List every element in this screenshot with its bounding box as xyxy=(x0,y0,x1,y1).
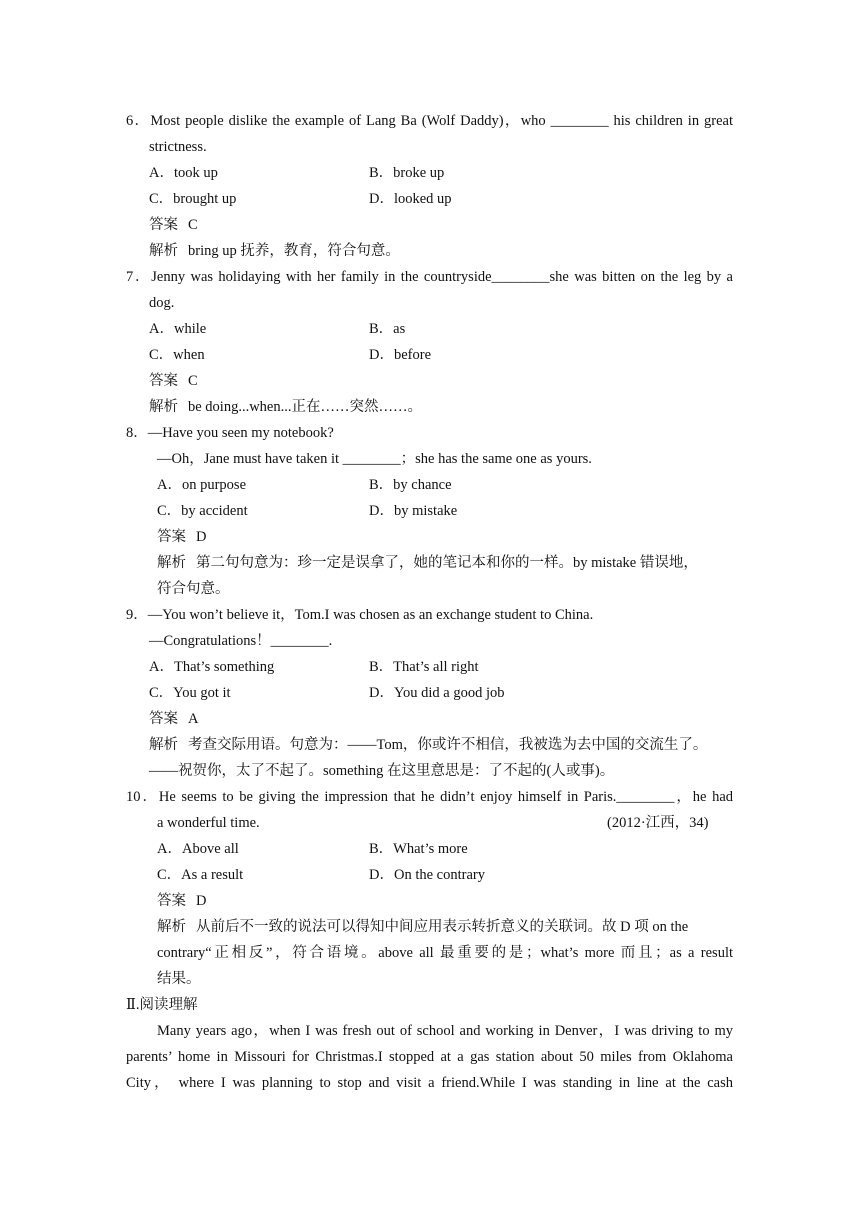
option-a: A．Above all xyxy=(157,841,239,857)
question-stem-continued: —Oh，Jane must have taken it ________；she has the same one as yours. xyxy=(157,451,592,467)
option-c: C．brought up xyxy=(149,191,237,207)
question-source: (2012·江西，34) xyxy=(607,815,709,831)
option-d: D．You did a good job xyxy=(369,685,505,701)
answer-label: 答案 xyxy=(157,529,186,545)
analysis-text-continued: 符合句意。 xyxy=(157,581,230,597)
analysis-text-continued: contrary“正相反”，符合语境。above all 最重要的是；what’s more 而且；as a result xyxy=(157,945,733,961)
answer-label: 答案 xyxy=(149,217,178,233)
answer-value: D xyxy=(196,529,207,545)
question-stem: 9．—You won’t believe it，Tom.I was chosen as an exchange student to China. xyxy=(126,607,594,623)
answer-line xyxy=(157,527,206,547)
option-a: A．on purpose xyxy=(157,477,247,493)
option-d: D．On the contrary xyxy=(369,867,485,883)
answer-line xyxy=(149,215,198,235)
option-d: D．looked up xyxy=(369,191,452,207)
analysis-text-continued: ——祝贺你，太了不起了。something 在这里意思是：了不起的(人或事)。 xyxy=(149,763,615,779)
answer-value: C xyxy=(188,373,198,389)
section-heading: Ⅱ.阅读理解 xyxy=(126,997,198,1013)
option-b: B．What’s more xyxy=(369,841,468,857)
analysis-line xyxy=(149,397,422,417)
analysis-label: 解析 xyxy=(149,243,178,259)
option-a: A．That’s something xyxy=(149,659,275,675)
analysis-label: 解析 xyxy=(157,919,186,935)
analysis-text: 从前后不一致的说法可以得知中间应用表示转折意义的关联词。故 D 项 on the xyxy=(196,919,689,935)
analysis-text: be doing...when...正在……突然……。 xyxy=(188,399,422,415)
analysis-text-continued: 结果。 xyxy=(157,971,201,987)
passage-line: Many years ago，when I was fresh out of school and working in Denver，I was driving to my xyxy=(157,1023,733,1039)
option-b: B．That’s all right xyxy=(369,659,479,675)
analysis-label: 解析 xyxy=(149,737,178,753)
analysis-line xyxy=(149,735,707,755)
answer-value: D xyxy=(196,893,207,909)
passage-line: City， where I was planning to stop and visit a friend.While I was standing in line at the cash xyxy=(126,1075,733,1091)
answer-label: 答案 xyxy=(149,373,178,389)
answer-line xyxy=(157,891,206,911)
option-b: B．broke up xyxy=(369,165,445,181)
question-stem-continued: —Congratulations！________. xyxy=(149,633,333,649)
option-d: D．before xyxy=(369,347,432,363)
passage-line: parents’ home in Missouri for Christmas.I stopped at a gas station about 50 miles from Oklahoma xyxy=(126,1049,733,1065)
option-a: A．while xyxy=(149,321,207,337)
option-c: C．You got it xyxy=(149,685,231,701)
analysis-label: 解析 xyxy=(157,555,186,571)
answer-line xyxy=(149,371,198,391)
analysis-text: 第二句句意为：珍一定是误拿了，她的笔记本和你的一样。by mistake 错误地， xyxy=(196,555,698,571)
answer-line xyxy=(149,709,198,729)
analysis-line xyxy=(149,241,400,261)
question-stem-continued: dog. xyxy=(149,295,175,311)
question-stem: 8．—Have you seen my notebook? xyxy=(126,425,334,441)
analysis-line xyxy=(157,917,733,937)
question-stem: 10．He seems to be giving the impression that he didn’t enjoy himself in Paris.________，he had xyxy=(126,789,733,805)
option-b: B．by chance xyxy=(369,477,452,493)
answer-value: C xyxy=(188,217,198,233)
option-d: D．by mistake xyxy=(369,503,458,519)
question-stem: 7．Jenny was holidaying with her family in the countryside________she was bitten on the leg by a xyxy=(126,269,733,285)
question-stem-continued: a wonderful time. xyxy=(157,815,260,831)
analysis-text: 考查交际用语。句意为：——Tom，你或许不相信，我被选为去中国的交流生了。 xyxy=(188,737,708,753)
option-c: C．when xyxy=(149,347,205,363)
option-a: A．took up xyxy=(149,165,218,181)
analysis-line xyxy=(157,553,733,573)
answer-label: 答案 xyxy=(149,711,178,727)
option-c: C．As a result xyxy=(157,867,244,883)
option-b: B．as xyxy=(369,321,406,337)
answer-value: A xyxy=(188,711,199,727)
option-c: C．by accident xyxy=(157,503,248,519)
question-stem-continued: strictness. xyxy=(149,139,207,155)
analysis-label: 解析 xyxy=(149,399,178,415)
answer-label: 答案 xyxy=(157,893,186,909)
question-stem: 6．Most people dislike the example of Lang Ba (Wolf Daddy)，who ________ his children in great xyxy=(126,113,733,129)
analysis-text: bring up 抚养，教育，符合句意。 xyxy=(188,243,400,259)
